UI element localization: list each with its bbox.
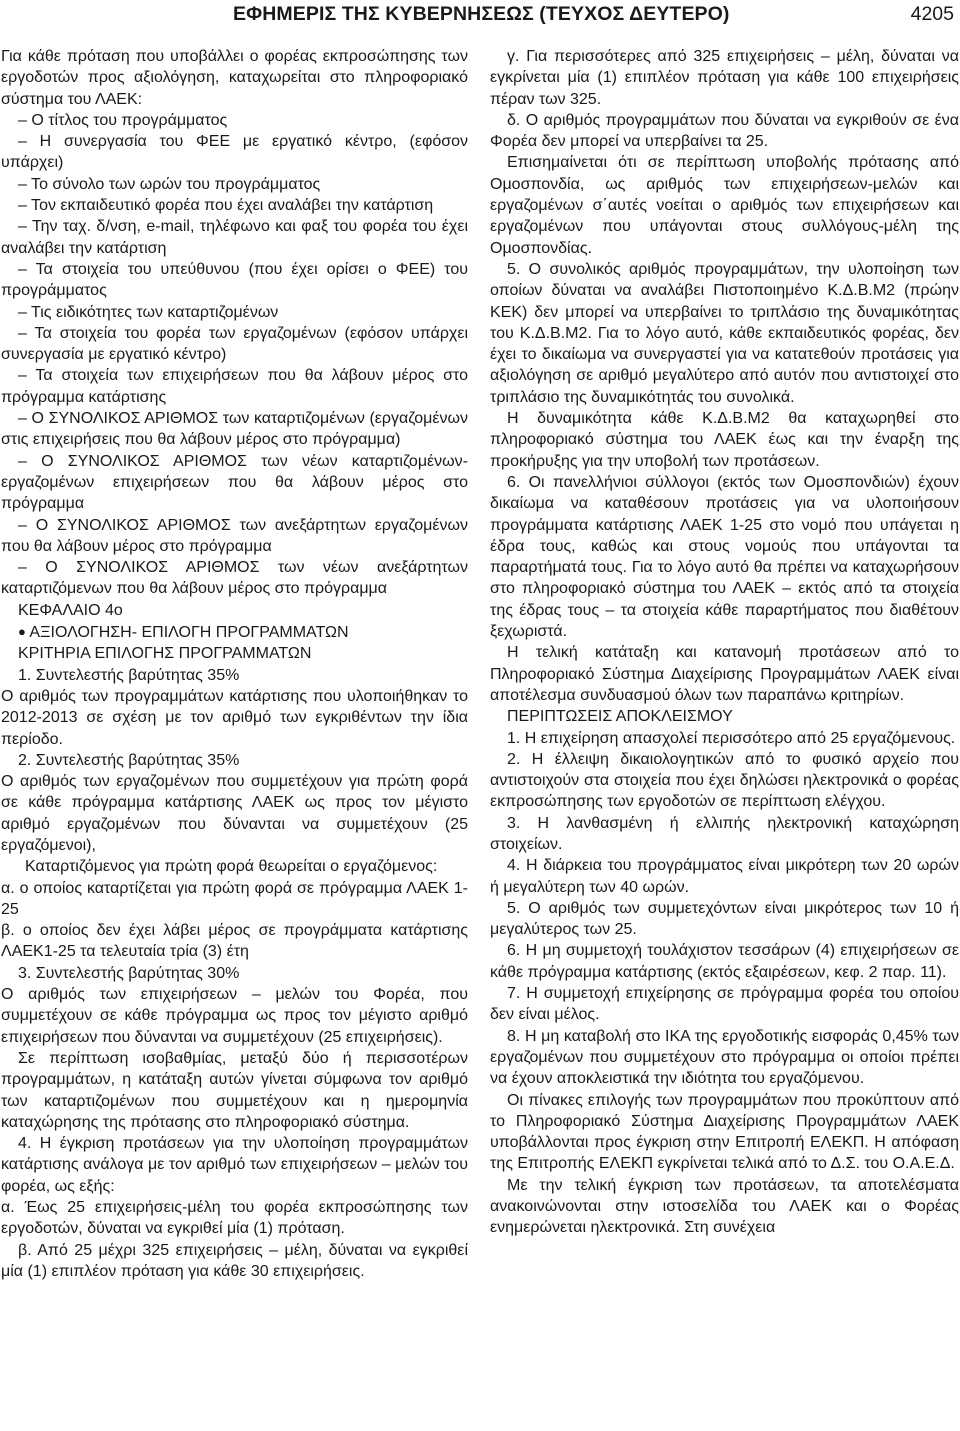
list-item: – Ο τίτλος του προγράμματος xyxy=(18,111,228,129)
paragraph: γ. Για περισσότερες από 325 επιχειρήσεις – μέλη, δύναται να εγκρίνεται μία (1) επιπλέον πρόταση για κάθε 100 επιχειρήσεις πέραν των 325. xyxy=(490,48,959,108)
list-item: – Την ταχ. δ/νση, e-mail, τηλέφωνο και φαξ του φορέα του έχει αναλάβει την κατάρτιση xyxy=(1,218,468,257)
list-item: – Ο ΣΥΝΟΛΙΚΟΣ ΑΡΙΘΜΟΣ των ανεξάρτητων εργαζομένων που θα λάβουν μέρος στο πρόγραμμα xyxy=(1,516,468,555)
paragraph: Η τελική κατάταξη και κατανομή προτάσεων από το Πληροφοριακό Σύστημα Διαχείρισης Προγραμμάτων ΛΑΕΚ είναι αποτέλεσμα συνδυασμού όλων των παραπάνω κριτηρίων. xyxy=(490,644,959,704)
bullet-icon: ● xyxy=(18,624,26,640)
section-heading xyxy=(1,621,468,643)
list-item: 1. Η επιχείρηση απασχολεί περισσότερο από 25 εργαζόμενους. xyxy=(507,729,956,747)
list-item: 5. Ο αριθμός των συμμετεχόντων είναι μικρότερος των 10 ή μεγαλύτερος των 25. xyxy=(490,899,959,939)
list-item: – Τα στοιχεία του υπεύθυνου (που έχει ορίσει ο ΦΕΕ) του προγράμματος xyxy=(1,260,468,300)
page-number: 4205 xyxy=(910,3,954,25)
section-heading-text: ΑΞΙΟΛΟΓΗΣΗ- ΕΠΙΛΟΓΗ ΠΡΟΓΡΑΜΜΑΤΩΝ xyxy=(29,624,349,642)
list-item: 6. Η μη συμμετοχή τουλάχιστον τεσσάρων (4) επιχειρήσεων σε κάθε πρόγραμμα κατάρτισης (εκτός εξαιρέσεων, κεφ. 2 παρ. 11). xyxy=(490,942,959,981)
paragraph: Ο αριθμός των επιχειρήσεων – μελών του Φορέα, που συμμετέχουν σε κάθε πρόγραμμα ως προς τον μέγιστο αριθμό επιχειρήσεων που δύνανται να συμμετέχουν (25 επιχειρήσεις). xyxy=(1,986,468,1046)
section-heading: ΠΕΡΙΠΤΩΣΕΙΣ ΑΠΟΚΛΕΙΣΜΟΥ xyxy=(507,708,733,726)
list-item: – Τα στοιχεία του φορέα των εργαζομένων (εφόσον υπάρχει συνεργασία με εργατικό κέντρο) xyxy=(1,324,468,364)
subsection-heading: ΚΡΙΤΗΡΙΑ ΕΠΙΛΟΓΗΣ ΠΡΟΓΡΑΜΜΑΤΩΝ xyxy=(18,645,312,663)
page-header xyxy=(0,0,960,34)
list-item: 7. Η συμμετοχή επιχείρησης σε πρόγραμμα φορέα του οποίου δεν είναι μέλος. xyxy=(490,985,959,1024)
paragraph: Για κάθε πρόταση που υποβάλλει ο φορέας εκπροσώπησης των εργοδοτών προς αξιολόγηση, καταχωρείται στο πληροφοριακό σύστημα του ΛΑΕΚ: xyxy=(1,48,468,108)
list-item: – Το σύνολο των ωρών του προγράμματος xyxy=(18,175,321,193)
paragraph: 1. Συντελεστής βαρύτητας 35% xyxy=(18,666,240,684)
paragraph: 4. Η έγκριση προτάσεων για την υλοποίηση προγραμμάτων κατάρτισης ανάλογα με τον αριθμό των επιχειρήσεων – μελών του φορέα, ως εξής: xyxy=(1,1135,468,1195)
list-item: 3. Η λανθασμένη ή ελλιπής ηλεκτρονική καταχώρηση στοιχείων. xyxy=(490,814,959,853)
paragraph: Καταρτιζόμενος για πρώτη φορά θεωρείται ο εργαζόμενος: xyxy=(25,858,438,876)
left-column xyxy=(1,46,468,1282)
paragraph: 5. Ο συνολικός αριθμός προγραμμάτων, την υλοποίηση των οποίων δύναται να αναλάβει Πιστοποιημένο Κ.Δ.Β.Μ2 (πρώην ΚΕΚ) δεν μπορεί να υπερβαίνει το τριπλάσιο της δυναμικότητας του Κ.Δ.Β.Μ2. Για το λόγο αυτό, κάθε εκπαιδευτικός φορέας, δεν έχει το δικαίωμα να συνεργαστεί για να κατατεθούν προτάσεις για αξιολόγηση σε αριθμό μεγαλύτερο από αυτόν που αντιστοιχεί στο τριπλάσιο της δυναμικότητάς του συνολικά. xyxy=(490,260,959,406)
paragraph: 2. Συντελεστής βαρύτητας 35% xyxy=(18,751,240,769)
list-item: – Ο ΣΥΝΟΛΙΚΟΣ ΑΡΙΘΜΟΣ των νέων καταρτιζομένων-εργαζομένων επιχειρήσεων που θα λάβουν μέρος στο πρόγραμμα xyxy=(1,452,468,513)
paragraph: β. ο οποίος δεν έχει λάβει μέρος σε προγράμματα κατάρτισης ΛΑΕΚ1-25 τα τελευταία τρία (3) έτη xyxy=(1,922,468,961)
right-column xyxy=(490,46,959,1239)
paragraph: Επισημαίνεται ότι σε περίπτωση υποβολής πρότασης από Ομοσπονδία, ως αριθμός των επιχειρήσεων-μελών και εργαζομένων σ΄αυτές νοείται ο αριθμός των επιχειρήσεων και εργαζομένων που υπάγονται στους συλλόγους-μέλη της Ομοσπονδίας. xyxy=(490,154,959,257)
paragraph: Σε περίπτωση ισοβαθμίας, μεταξύ δύο ή περισσοτέρων προγραμμάτων, η κατάταξη αυτών γίνεται σύμφωνα τον αριθμό των καταρτιζομένων που συμμετέχουν και η ημερομηνία καταχώρησης της πρότασης στο πληροφοριακό σύστημα. xyxy=(1,1049,468,1131)
list-item: – Ο ΣΥΝΟΛΙΚΟΣ ΑΡΙΘΜΟΣ των καταρτιζομένων (εργαζομένων στις επιχειρήσεις που θα λάβουν μέρος στο πρόγραμμα) xyxy=(1,410,468,449)
list-item: – Τον εκπαιδευτικό φορέα που έχει αναλάβει την κατάρτιση xyxy=(18,197,434,215)
paragraph: Η δυναμικότητα κάθε Κ.Δ.Β.Μ2 θα καταχωρηθεί στο πληροφοριακό σύστημα του ΛΑΕΚ έως και την έναρξη της προκήρυξης για την υποβολή των προτάσεων. xyxy=(490,410,959,470)
paragraph: 3. Συντελεστής βαρύτητας 30% xyxy=(18,964,240,982)
list-item: – Η συνεργασία του ΦΕΕ με εργατικό κέντρο, (εφόσον υπάρχει) xyxy=(1,133,468,172)
list-item: 4. Η διάρκεια του προγράμματος είναι μικρότερη των 20 ωρών ή μεγαλύτερη των 40 ωρών. xyxy=(490,857,959,896)
list-item: 2. Η έλλειψη δικαιολογητικών από το φυσικό αρχείο που αντιστοιχούν στα στοιχεία που έχει δηλώσει ηλεκτρονικά ο φορέας εκπροσώπησης των εργοδοτών σε περίπτωση ελέγχου. xyxy=(490,750,959,811)
paragraph: Ο αριθμός των εργαζομένων που συμμετέχουν για πρώτη φορά σε κάθε πρόγραμμα κατάρτισης ΛΑΕΚ ως προς τον μέγιστο αριθμό εργαζομένων που δύνανται να συμμετέχουν (25 εργαζόμενοι), xyxy=(1,773,468,854)
paragraph: δ. Ο αριθμός προγραμμάτων που δύναται να εγκριθούν σε ένα Φορέα δεν μπορεί να υπερβαίνει τα 25. xyxy=(490,111,959,151)
paragraph: Οι πίνακες επιλογής των προγραμμάτων που προκύπτουν από το Πληροφοριακό Σύστημα Διαχείρισης Προγραμμάτων ΛΑΕΚ υποβάλλονται προς έγκριση στην Επιτροπή ΕΛΕΚΠ. Η απόφαση της Επιτροπής ΕΛΕΚΠ εγκρίνεται τελικά από το Δ.Σ. του Ο.Α.Ε.Δ. xyxy=(490,1091,959,1173)
list-item: – Ο ΣΥΝΟΛΙΚΟΣ ΑΡΙΘΜΟΣ των νέων ανεξάρτητων καταρτιζόμενων που θα λάβουν μέρος στο πρόγραμμα xyxy=(1,559,468,598)
paragraph: α. Έως 25 επιχειρήσεις-μέλη του φορέα εκπροσώπησης των εργοδοτών, δύναται να εγκριθεί μία (1) πρόταση. xyxy=(1,1199,468,1238)
paragraph: Ο αριθμός των προγραμμάτων κατάρτισης που υλοποιήθηκαν το 2012-2013 σε σχέση με τον αριθμό των εγκριθέντων την ίδια περίοδο. xyxy=(1,687,468,748)
paragraph: α. ο οποίος καταρτίζεται για πρώτη φορά σε πρόγραμμα ΛΑΕΚ 1-25 xyxy=(1,879,468,918)
paragraph: 6. Οι πανελλήνιοι σύλλογοι (εκτός των Ομοσπονδιών) έχουν δικαίωμα να καταθέσουν προτάσεις για να υλοποιήσουν προγράμματα κατάρτισης ΛΑΕΚ 1-25 στο νομό που υπάγεται η έδρα τους, καθώς και στους νομούς που υπάγονται τα παραρτήματά τους. Για το λόγο αυτό θα πρέπει να καταχωρήσουν στο πληροφοριακό σύστημα του ΛΑΕΚ – εκτός από τα στοιχεία της έδρας τους – τα στοιχεία κάθε παραρτήματος που διαθέτουν ξεχωριστά. xyxy=(490,473,959,641)
list-item: – Τα στοιχεία των επιχειρήσεων που θα λάβουν μέρος στο πρόγραμμα κατάρτισης xyxy=(1,367,468,406)
paragraph: β. Από 25 μέχρι 325 επιχειρήσεις – μέλη, δύναται να εγκριθεί μία (1) επιπλέον πρόταση για κάθε 30 επιχειρήσεις. xyxy=(1,1241,468,1280)
list-item: 8. Η μη καταβολή στο ΙΚΑ της εργοδοτικής εισφοράς 0,45% των εργαζομένων που συμμετέχουν στο πρόγραμμα οι οποίοι πρέπει να έχουν αποκλειστικά την ιδιότητα του εργαζόμενου. xyxy=(490,1027,959,1088)
list-item: – Τις ειδικότητες των καταρτιζομένων xyxy=(18,303,279,321)
gazette-title: ΕΦΗΜΕΡΙΣ ΤΗΣ ΚΥΒΕΡΝΗΣΕΩΣ (ΤΕΥΧΟΣ ΔΕΥΤΕΡΟ) xyxy=(233,3,730,25)
chapter-heading: ΚΕΦΑΛΑΙΟ 4ο xyxy=(18,601,123,619)
paragraph: Με την τελική έγκριση των προτάσεων, τα αποτελέσματα ανακοινώνονται στην ιστοσελίδα του ΛΑΕΚ και ο Φορέας ενημερώνεται ηλεκτρονικά. Στη συνέχεια xyxy=(490,1176,959,1237)
